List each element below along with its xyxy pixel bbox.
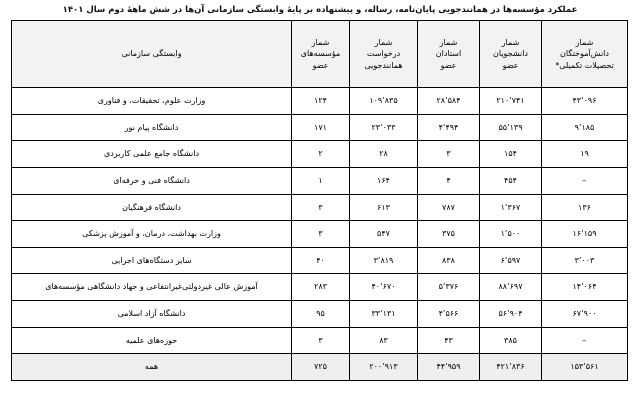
- cell-requests: ۴۰٬۶۷۰: [350, 274, 418, 301]
- cell-affiliation: دانشگاه جامع علمی کاربردی: [12, 141, 292, 168]
- cell-professors: ۲۸٬۵۸۴: [418, 88, 480, 115]
- cell-institutions: ۹۵: [292, 300, 350, 327]
- cell-graduates: ۹٬۱۸۵: [542, 114, 628, 141]
- cell-professors: ۴٬۴۹۴: [418, 114, 480, 141]
- cell-requests: ۳٬۸۱۹: [350, 247, 418, 274]
- cell-students: ۵۵٬۱۳۹: [480, 114, 542, 141]
- cell-affiliation: دانشگاه پیام نور: [12, 114, 292, 141]
- column-header-institutions: [292, 21, 350, 88]
- table-row: [12, 194, 628, 221]
- cell-graduates: ۴۳٬۰۹۶: [542, 88, 628, 115]
- header-line-3: عضو: [502, 60, 519, 70]
- cell-students: ۲۱۰٬۷۴۱: [480, 88, 542, 115]
- cell-professors: ۴: [418, 167, 480, 194]
- cell-requests: ۱۰۹٬۸۳۵: [350, 88, 418, 115]
- header-line-3: عضو: [312, 60, 329, 70]
- header-line-2: درخواست: [366, 49, 401, 59]
- cell-students: ۱۵۴: [480, 141, 542, 168]
- column-header-requests: [350, 21, 418, 88]
- cell-graduates: ۶۷٬۹۰۰: [542, 300, 628, 327]
- cell-students: ۱٬۵۰۰: [480, 221, 542, 248]
- table-total-row: [12, 354, 628, 381]
- cell-graduates: ۱۴٬۰۶۴: [542, 274, 628, 301]
- column-header-graduates: [542, 21, 628, 88]
- table-row: [12, 141, 628, 168]
- table-caption: عملکرد مؤسسه‌ها در همانندجویی پایان‌نامه، رساله، و پیشنهاده بر پایهٔ وابستگی سازمانی آن‌ها در شش ماههٔ دوم سال ۱۴۰۱: [62, 5, 578, 15]
- cell-professors: ۸۳۸: [418, 247, 480, 274]
- table-row: [12, 167, 628, 194]
- header-line-1: شمار: [575, 37, 594, 47]
- table-row: [12, 327, 628, 354]
- header-row: [12, 21, 628, 88]
- column-header-professors: [418, 21, 480, 88]
- cell-affiliation: دانشگاه فرهنگیان: [12, 194, 292, 221]
- cell-affiliation: دانشگاه آزاد اسلامی: [12, 300, 292, 327]
- table-header: [12, 21, 628, 88]
- cell-institutions: ۳: [292, 327, 350, 354]
- cell-requests: ۲۳٬۰۳۳: [350, 114, 418, 141]
- cell-students: ۴۲۱٬۸۳۶: [480, 354, 542, 381]
- cell-institutions: ۱۷۱: [292, 114, 350, 141]
- performance-table: [11, 20, 628, 381]
- cell-students: ۶٬۵۹۷: [480, 247, 542, 274]
- cell-professors: ۴٬۵۶۶: [418, 300, 480, 327]
- header-line-1: شمار: [501, 37, 520, 47]
- header-line-2: دانش‌آموختگان: [560, 49, 609, 59]
- cell-requests: ۲۸: [350, 141, 418, 168]
- cell-professors: ۷۸۷: [418, 194, 480, 221]
- header-line-1: شمار: [439, 37, 458, 47]
- cell-professors: ۴۳: [418, 327, 480, 354]
- table-body: [12, 88, 628, 381]
- cell-requests: ۵۴۷: [350, 221, 418, 248]
- header-line-3: عضو: [440, 60, 457, 70]
- cell-professors: ۴۴٬۹۵۹: [418, 354, 480, 381]
- header-line-2: استادان: [435, 49, 462, 59]
- header-line-1: شمار: [311, 37, 330, 47]
- cell-affiliation: سایر دستگاه‌های اجرایی: [12, 247, 292, 274]
- cell-graduates: ۱۳۶: [542, 194, 628, 221]
- cell-affiliation: دانشگاه فنی و حرفه‌ای: [12, 167, 292, 194]
- cell-requests: ۱۶۴: [350, 167, 418, 194]
- table-row: [12, 88, 628, 115]
- header-line-2: دانشجویان: [493, 49, 528, 59]
- column-header-affiliation: [12, 21, 292, 88]
- cell-graduates: ۱۹: [542, 141, 628, 168]
- cell-graduates: –: [542, 327, 628, 354]
- cell-graduates: ۱۵۳٬۵۶۱: [542, 354, 628, 381]
- cell-students: ۵۶٬۹۰۴: [480, 300, 542, 327]
- table-row: [12, 114, 628, 141]
- cell-professors: ۳۷۵: [418, 221, 480, 248]
- cell-institutions: ۳: [292, 221, 350, 248]
- cell-institutions: ۷۲۵: [292, 354, 350, 381]
- cell-students: ۳۸۵: [480, 327, 542, 354]
- cell-affiliation: وزارت علوم، تحقیقات، و فناوری: [12, 88, 292, 115]
- cell-students: ۱٬۳۶۷: [480, 194, 542, 221]
- cell-institutions: ۱: [292, 167, 350, 194]
- cell-requests: ۲۰۰٬۹۱۳: [350, 354, 418, 381]
- column-header-students: [480, 21, 542, 88]
- table-row: [12, 221, 628, 248]
- header-line-1: شمار: [374, 37, 393, 47]
- cell-requests: ۳۳٬۱۳۱: [350, 300, 418, 327]
- header-line-2: مؤسسه‌های: [300, 49, 341, 59]
- cell-students: ۴۵۴: [480, 167, 542, 194]
- table-row: [12, 300, 628, 327]
- cell-affiliation: همه: [12, 354, 292, 381]
- cell-graduates: –: [542, 167, 628, 194]
- cell-institutions: ۲۸۳: [292, 274, 350, 301]
- cell-professors: ۳: [418, 141, 480, 168]
- cell-requests: ۸۳: [350, 327, 418, 354]
- header-line-3: همانندجویی: [364, 60, 403, 70]
- table-row: [12, 247, 628, 274]
- cell-requests: ۶۱۳: [350, 194, 418, 221]
- header-line-3: تحصیلات تکمیلی*: [555, 60, 614, 70]
- cell-graduates: ۱۶٬۱۵۹: [542, 221, 628, 248]
- cell-institutions: ۴۰: [292, 247, 350, 274]
- table-row: [12, 274, 628, 301]
- cell-affiliation: آموزش عالی غیردولتی‌غیرانتفاعی و جهاد دانشگاهی مؤسسه‌های: [12, 274, 292, 301]
- cell-institutions: ۱۲۴: [292, 88, 350, 115]
- cell-professors: ۵٬۳۷۶: [418, 274, 480, 301]
- cell-affiliation: وزارت بهداشت، درمان، و آموزش پزشکی: [12, 221, 292, 248]
- cell-institutions: ۲: [292, 141, 350, 168]
- cell-students: ۸۸٬۶۹۷: [480, 274, 542, 301]
- header-line-1: وابستگی سازمانی: [121, 49, 182, 59]
- cell-affiliation: حوزه‌های علمیه: [12, 327, 292, 354]
- cell-graduates: ۳٬۰۰۳: [542, 247, 628, 274]
- cell-institutions: ۳: [292, 194, 350, 221]
